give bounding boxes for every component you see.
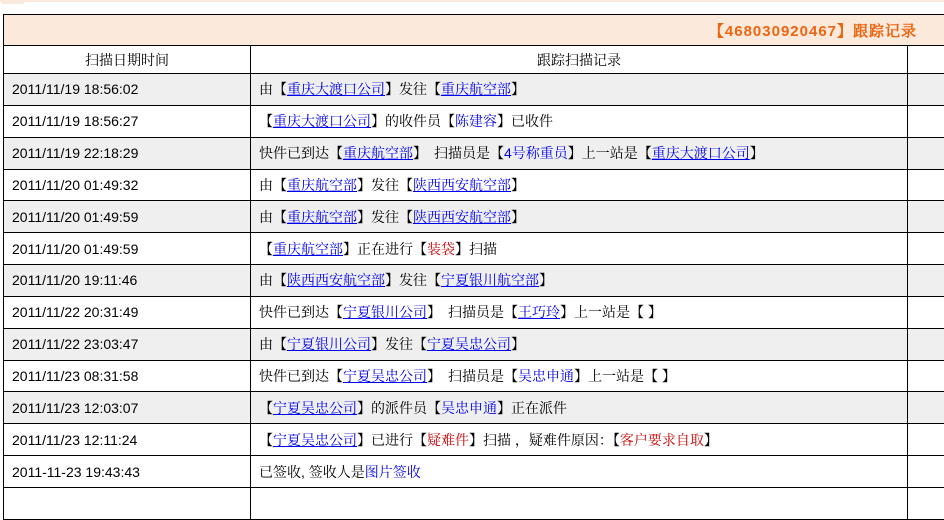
station-link[interactable]: 重庆大渡口公司 [287,81,385,98]
top-scroll-remnant-chip [2,0,24,4]
record-cell [251,488,908,519]
extra-cell [908,488,944,519]
station-link[interactable]: 重庆航空部 [287,176,357,193]
extra-cell [908,297,944,328]
tracking-record-panel [3,14,944,520]
scan-time-cell [4,488,251,519]
table-row [4,233,944,265]
record-text: 】发往【 [385,81,441,98]
station-link[interactable]: 陕西西安航空部 [287,272,385,289]
record-text: 快件已到达【 [259,304,343,321]
extra-cell [908,170,944,201]
record-text: 】 扫描员是【 [427,368,518,385]
record-text: 】已收件 [497,113,553,130]
record-text: 】发往【 [357,208,413,225]
record-cell [251,424,908,455]
station-link[interactable]: 陕西西安航空部 [413,208,511,225]
station-link[interactable]: 重庆航空部 [343,145,413,162]
record-text: 快件已到达【 [259,145,343,162]
record-cell [251,201,908,232]
person-link[interactable]: 陈建容 [455,113,497,130]
column-header-extra [908,46,944,73]
table-row [4,456,944,488]
record-cell [251,233,908,264]
table-row [4,265,944,297]
table-row [4,424,944,456]
record-cell [251,456,908,487]
record-text: 】上一站是【 】 [560,304,662,321]
extra-cell [908,424,944,455]
table-row [4,297,944,329]
record-text: 【 [259,113,273,130]
station-link[interactable]: 宁夏银川公司 [343,304,427,321]
station-link[interactable]: 重庆航空部 [287,208,357,225]
extra-cell [908,106,944,137]
station-link[interactable]: 重庆航空部 [273,240,343,257]
record-cell [251,361,908,392]
table-row [4,106,944,138]
record-text: 【 [259,431,273,448]
record-text: 】发往【 [385,272,441,289]
record-text: 】上一站是【 】 [574,368,676,385]
record-text: 快件已到达【 [259,368,343,385]
tracking-title-bar [4,14,944,46]
extra-cell [908,233,944,264]
table-row [4,74,944,106]
record-cell [251,106,908,137]
extra-cell [908,361,944,392]
table-row [4,201,944,233]
scan-time-cell: 2011/11/22 20:31:49 [4,297,251,328]
extra-cell [908,392,944,423]
station-link[interactable]: 宁夏银川公司 [287,336,371,353]
table-row [4,329,944,361]
station-link[interactable]: 陕西西安航空部 [413,176,511,193]
station-link[interactable]: 王巧玲 [518,304,560,321]
record-text: 已签收, 签收人是 [259,463,365,480]
scan-time-cell: 2011/11/20 19:11:46 [4,265,251,296]
record-text: 】 [749,145,764,162]
station-link[interactable]: 宁夏吴忠公司 [427,336,511,353]
station-link[interactable]: 宁夏吴忠公司 [343,368,427,385]
record-text: 由【 [259,336,287,353]
record-cell [251,170,908,201]
column-header-scan-time: 扫描日期时间 [4,46,251,73]
extra-cell [908,201,944,232]
extra-cell [908,456,944,487]
scan-time-cell: 2011/11/23 08:31:58 [4,361,251,392]
record-text: 】 [703,431,718,448]
record-text: 【 [259,240,273,257]
scan-time-cell: 2011/11/19 18:56:02 [4,74,251,105]
station-link[interactable]: 重庆大渡口公司 [273,113,371,130]
record-text: 】 扫描员是【 [427,304,518,321]
status-highlight: 装袋 [427,240,455,257]
record-text: 由【 [259,176,287,193]
person-link[interactable]: 4号称重员 [504,145,568,162]
record-text: 】发往【 [357,176,413,193]
person-link[interactable]: 图片签收 [364,463,421,480]
record-cell [251,297,908,328]
table-row [4,488,944,520]
record-text: 由【 [259,81,287,98]
scan-time-cell: 2011/11/23 12:03:07 [4,392,251,423]
scan-time-cell: 2011/11/22 23:03:47 [4,329,251,360]
extra-cell [908,265,944,296]
record-cell [251,392,908,423]
person-link[interactable]: 吴忠申通 [518,368,574,385]
record-text: 】扫描 [455,240,497,257]
table-row [4,138,944,170]
record-text: 】 [511,176,525,193]
record-text: 】扫描 ，疑难件原因：【 [469,431,620,448]
record-text: 】发往【 [371,336,427,353]
extra-cell [908,138,944,169]
record-text: 由【 [259,208,287,225]
station-link[interactable]: 宁夏吴忠公司 [273,431,357,448]
scan-time-cell: 2011/11/20 01:49:32 [4,170,251,201]
station-link[interactable]: 重庆航空部 [441,81,511,98]
table-row [4,392,944,424]
person-link[interactable]: 吴忠申通 [441,399,497,416]
station-link[interactable]: 重庆大渡口公司 [651,145,750,162]
table-header-row [4,46,944,74]
record-text: 【 [259,399,273,416]
table-body [4,74,944,520]
record-text: 】 [511,208,525,225]
column-header-record: 跟踪扫描记录 [251,46,908,73]
scan-time-cell: 2011/11/19 22:18:29 [4,138,251,169]
extra-cell [908,329,944,360]
record-cell [251,138,908,169]
scan-time-cell: 2011/11/19 18:56:27 [4,106,251,137]
record-text: 】的派件员【 [357,399,441,416]
record-cell [251,265,908,296]
scan-time-cell: 2011-11-23 19:43:43 [4,456,251,487]
status-highlight: 疑难件 [427,431,469,448]
top-scroll-remnant-line [0,0,944,2]
record-text: 】 [511,81,525,98]
table-row [4,361,944,393]
scan-time-cell: 2011/11/20 01:49:59 [4,201,251,232]
scan-time-cell: 2011/11/20 01:49:59 [4,233,251,264]
station-link[interactable]: 宁夏银川航空部 [441,272,539,289]
extra-cell [908,74,944,105]
record-text: 】已进行【 [357,431,427,448]
record-text: 】正在进行【 [343,240,427,257]
table-row [4,170,944,202]
record-text: 】 扫描员是【 [413,145,504,162]
status-highlight: 客户要求自取 [619,431,704,448]
scan-time-cell: 2011/11/23 12:11:24 [4,424,251,455]
station-link[interactable]: 宁夏吴忠公司 [273,399,357,416]
record-text: 】 [511,336,525,353]
record-text: 】上一站是【 [567,145,652,162]
record-text: 】的收件员【 [371,113,455,130]
record-cell [251,74,908,105]
record-text: 】正在派件 [497,399,567,416]
record-text: 由【 [259,272,287,289]
tracking-title: 【468030920467】跟踪记录 [708,22,917,40]
record-text: 】 [539,272,553,289]
record-cell [251,329,908,360]
